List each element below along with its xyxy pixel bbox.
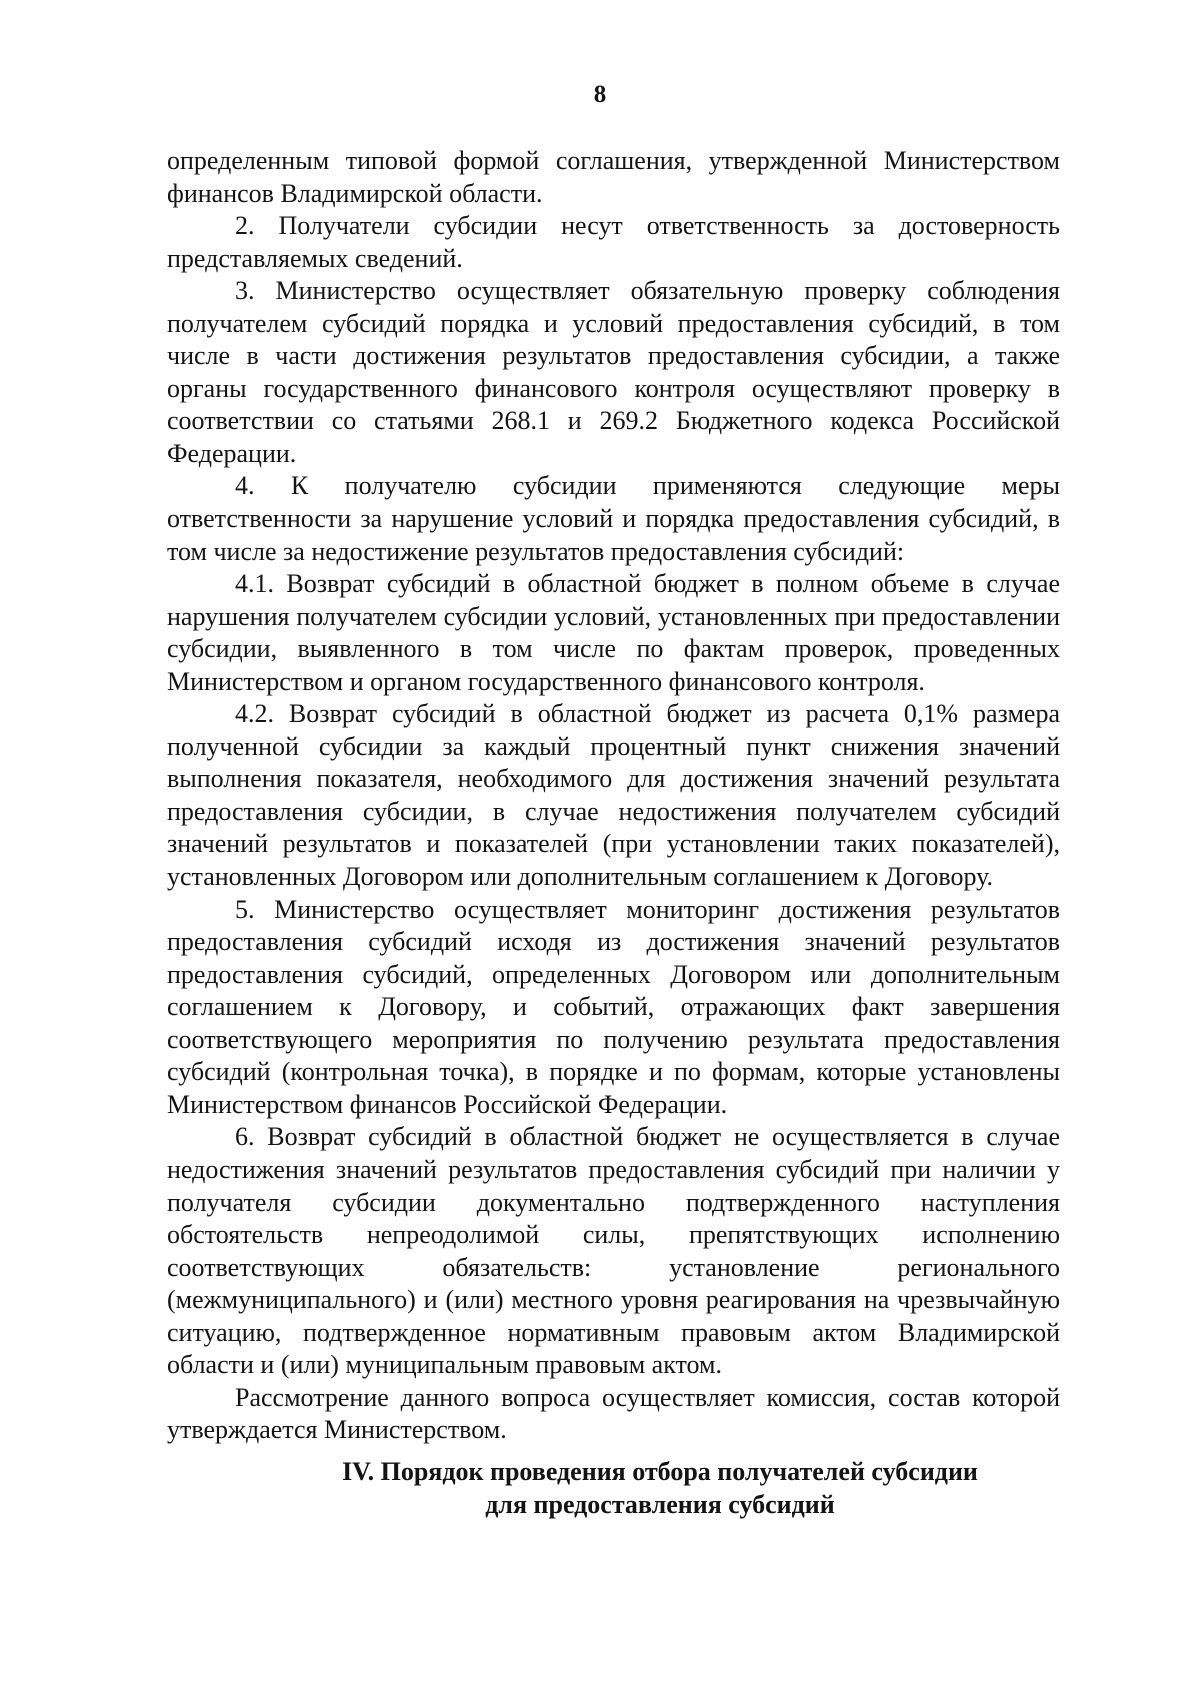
section-heading-line-2: для предоставления субсидий: [485, 1490, 835, 1519]
document-body: [167, 145, 1060, 1447]
paragraph-item-6: 6. Возврат субсидий в областной бюджет не осуществляется в случае недостижения значений результатов предоставления субсидий при наличии у получателя субсидии документально подтвержденного наступления обстоятельств непреодолимой силы, препятствующих исполнению соответствующих обязательств: установление регионального (межмуниципального) и (или) местного уровня реагирования на чрезвычайную ситуацию, подтвержденное нормативным правовым актом Владимирской области и (или) муниципальным правовым актом.: [167, 1122, 1060, 1380]
page-number: 8: [593, 81, 607, 108]
paragraph-item-4-1: 4.1. Возврат субсидий в областной бюджет в полном объеме в случае нарушения получателем субсидии условий, установленных при предоставлении субсидии, выявленного в том числе по фактам проверок, проведенных Министерством и органом государственного финансового контроля.: [167, 569, 1060, 696]
paragraph-item-5: 5. Министерство осуществляет мониторинг достижения результатов предоставления субсидий исходя из достижения значений результатов предоставления субсидий, определенных Договором или дополнительным соглашением к Договору, и событий, отражающих факт завершения соответствующего мероприятия по получению результата предоставления субсидий (контрольная точка), в порядке и по формам, которые установлены Министерством финансов Российской Федерации.: [167, 894, 1060, 1119]
section-heading: [0, 1455, 1200, 1521]
paragraph-item-2: 2. Получатели субсидии несут ответственность за достоверность представляемых сведений.: [167, 211, 1060, 273]
paragraph-item-4: 4. К получателю субсидии применяются следующие меры ответственности за нарушение условий и порядка предоставления субсидий, в том числе за недостижение результатов предоставления субсидий:: [167, 471, 1060, 566]
section-heading-line-1: IV. Порядок проведения отбора получателей субсидии: [342, 1457, 978, 1486]
paragraph-continuation: определенным типовой формой соглашения, утвержденной Министерством финансов Владимирской области.: [167, 146, 1060, 208]
paragraph-item-3: 3. Министерство осуществляет обязательную проверку соблюдения получателем субсидий порядка и условий предоставления субсидий, в том числе в части достижения результатов предоставления субсидии, а также органы государственного финансового контроля осуществляют проверку в соответствии со статьями 268.1 и 269.2 Бюджетного кодекса Российской Федерации.: [167, 276, 1060, 468]
paragraph-item-4-2: 4.2. Возврат субсидий в областной бюджет из расчета 0,1% размера полученной субсидии за каждый процентный пункт снижения значений выполнения показателя, необходимого для достижения значений результата предоставления субсидии, в случае недостижения получателем субсидий значений результатов и показателей (при установлении таких показателей), установленных Договором или дополнительным соглашением к Договору.: [167, 699, 1060, 892]
paragraph-commission: Рассмотрение данного вопроса осуществляет комиссия, состав которой утверждается Министерством.: [167, 1382, 1060, 1445]
